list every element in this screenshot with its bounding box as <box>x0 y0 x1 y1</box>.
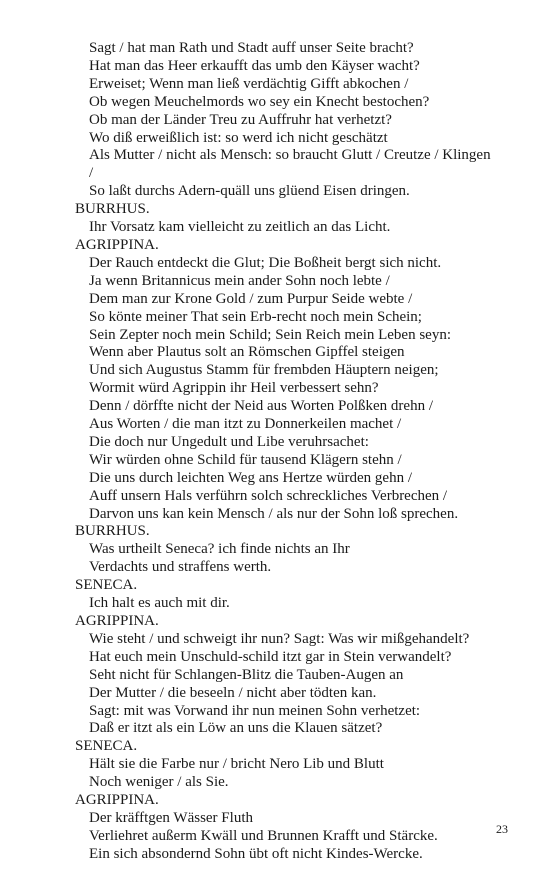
verse-line: Die uns durch leichten Weg ans Hertze würden gehn / <box>89 469 412 486</box>
verse-line: Ich halt es auch mit dir. <box>89 595 230 612</box>
verse-line: Daß er itzt als ein Löw an uns die Klauen sätzet? <box>89 720 383 737</box>
verse-line: Und sich Augustus Stamm für frembden Häuptern neigen; <box>89 362 439 379</box>
speaker-name: BURRHUS. <box>75 523 150 540</box>
verse-line: Dem man zur Krone Gold / zum Purpur Seide webte / <box>89 290 413 307</box>
drama-text <box>75 40 525 864</box>
verse-line: Sagt: mit was Vorwand ihr nun meinen Sohn verhetzet: <box>89 702 421 719</box>
verse-line: Hat euch mein Unschuld-schild itzt gar in Stein verwandelt? <box>89 648 452 665</box>
speaker-name: SENECA. <box>75 577 138 594</box>
verse-line: Ein sich absondernd Sohn übt oft nicht Kindes-Wercke. <box>89 845 423 862</box>
verse-line: Ihr Vorsatz kam vielleicht zu zeitlich an das Licht. <box>89 219 391 236</box>
speaker-name: AGRIPPINA. <box>75 236 159 253</box>
verse-line: Wormit würd Agrippin ihr Heil verbessert sehn? <box>89 380 379 397</box>
verse-line: Wenn aber Plautus solt an Römschen Gipffel steigen <box>89 344 405 361</box>
verse-line: Hat man das Heer erkaufft das umb den Käyser wacht? <box>89 57 420 74</box>
verse-line: Denn / dörffte nicht der Neid aus Worten Polßken drehn / <box>89 398 433 415</box>
verse-line: Die doch nur Ungedult und Libe veruhrsachet: <box>89 433 369 450</box>
verse-line: Seht nicht für Schlangen-Blitz die Tauben-Augen an <box>89 666 404 683</box>
verse-line: Darvon uns kan kein Mensch / als nur der Sohn loß sprechen. <box>89 505 459 522</box>
verse-line: Hält sie die Farbe nur / bricht Nero Lib und Blutt <box>89 756 384 773</box>
verse-line: Ob man der Länder Treu zu Auffruhr hat verhetzt? <box>89 111 392 128</box>
page-number: 23 <box>496 822 508 836</box>
verse-line: Wie steht / und schweigt ihr nun? Sagt: Was wir mißgehandelt? <box>89 630 470 647</box>
verse-line: So laßt durchs Adern-quäll uns glüend Eisen dringen. <box>89 183 410 200</box>
speaker-name: AGRIPPINA. <box>75 792 159 809</box>
verse-line: Auff unsern Hals verführn solch schreckliches Verbrechen / <box>89 487 448 504</box>
verse-line: Der Mutter / die beseeln / nicht aber tödten kan. <box>89 684 377 701</box>
verse-line: Wo diß erweißlich ist: so werd ich nicht geschätzt <box>89 129 388 146</box>
verse-line: Verdachts und straffens werth. <box>89 559 272 576</box>
speaker-name: BURRHUS. <box>75 201 150 218</box>
verse-line: Ja wenn Britannicus mein ander Sohn noch lebte / <box>89 272 390 289</box>
verse-line: Verliehret außerm Kwäll und Brunnen Krafft und Stärcke. <box>89 827 438 844</box>
verse-line: Wir würden ohne Schild für tausend Klägern stehn / <box>89 451 402 468</box>
verse-line: Sagt / hat man Rath und Stadt auff unser Seite bracht? <box>89 40 414 56</box>
verse-line: Der Rauch entdeckt die Glut; Die Boßheit bergt sich nicht. <box>89 254 442 271</box>
verse-line: Was urtheilt Seneca? ich finde nichts an Ihr <box>89 541 350 558</box>
verse-line: Aus Worten / die man itzt zu Donnerkeilen machet / <box>89 416 402 433</box>
verse-line: Sein Zepter noch mein Schild; Sein Reich mein Leben seyn: <box>89 326 451 343</box>
speaker-name: AGRIPPINA. <box>75 613 159 629</box>
verse-line: Als Mutter / nicht als Mensch: so braucht Glutt / Creutze / Klingen <box>89 147 491 164</box>
verse-line: Erweiset; Wenn man ließ verdächtig Gifft abkochen / <box>89 75 409 92</box>
verse-line: / <box>89 165 94 182</box>
verse-line: Noch weniger / als Sie. <box>89 774 229 791</box>
verse-line: Ob wegen Meuchelmords wo sey ein Knecht bestochen? <box>89 93 430 110</box>
verse-line: So könte meiner That sein Erb-recht noch mein Schein; <box>89 308 422 325</box>
speaker-name: SENECA. <box>75 738 138 755</box>
verse-line: Der kräfftgen Wässer Fluth <box>89 809 253 826</box>
